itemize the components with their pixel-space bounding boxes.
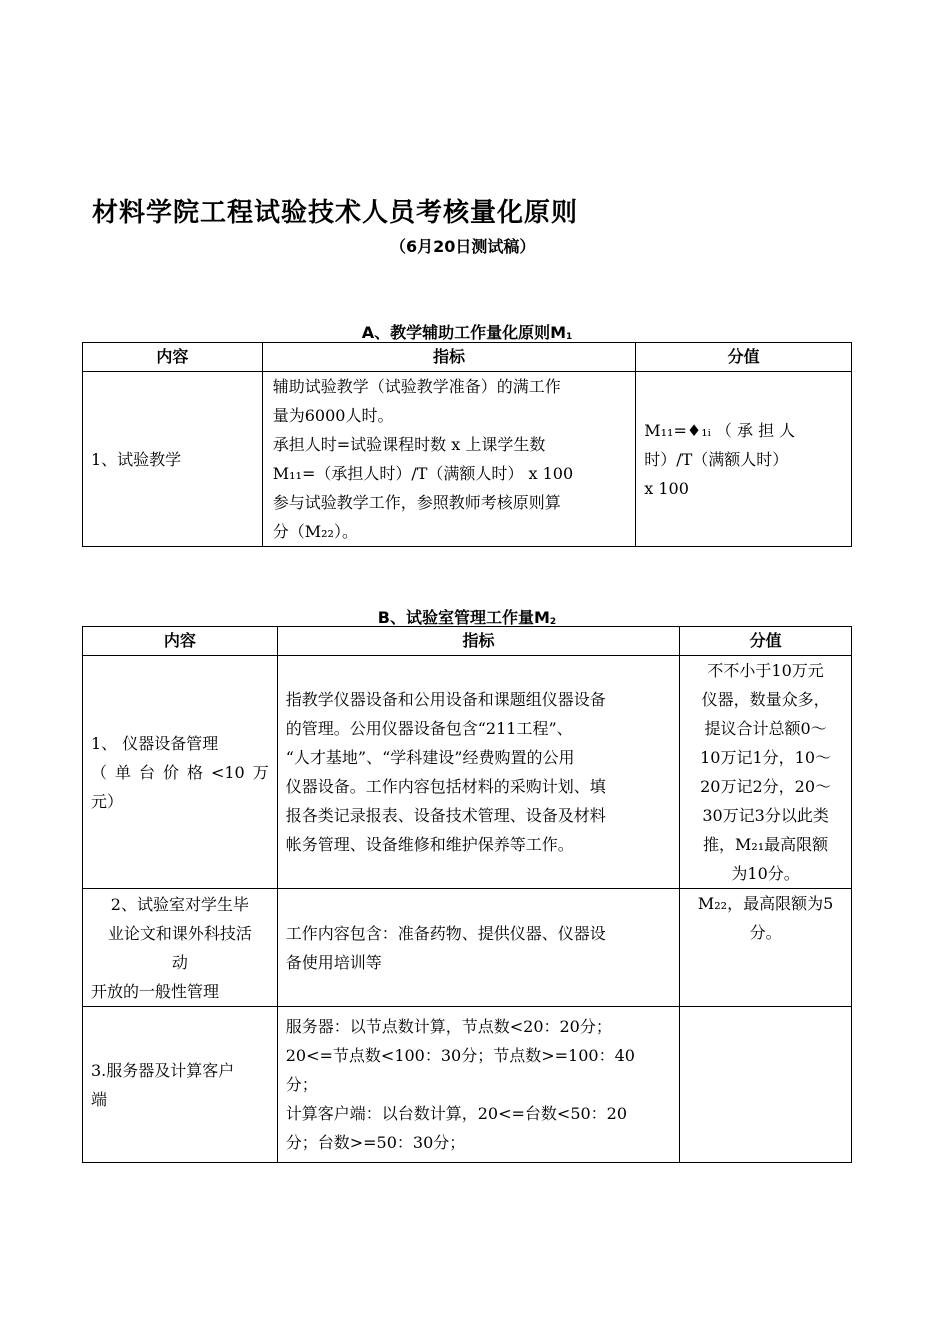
section-a-caption-sub: 1 (566, 332, 573, 342)
section-a-caption-text: A、教学辅助工作量化原则M (361, 323, 567, 342)
text-line: 10万记1分，10～ (700, 748, 832, 767)
cell-content: 1、试验教学 (83, 372, 263, 547)
text-line: 开放的一般性管理 (91, 981, 220, 1001)
text-line: 量为6000人时。 (272, 406, 394, 425)
text-line: 分； (285, 1075, 318, 1094)
text-line: 报各类记录报表、设备技术管理、设备及材料 (285, 806, 606, 825)
text-line: 分（M₂₂）。 (272, 522, 358, 541)
document-title: 材料学院工程试验技术人员考核量化原则 (92, 198, 579, 228)
text-line: 分；台数>=50：30分； (285, 1133, 466, 1152)
text-line: 3.服务器及计算客户 (91, 1060, 235, 1080)
table-row (83, 656, 852, 889)
cell-score (680, 656, 852, 889)
text-line: 30万记3分以此类 (702, 806, 829, 825)
cell-index (277, 656, 679, 889)
header-score: 分值 (680, 627, 852, 656)
cell-score (680, 889, 852, 1007)
cell-content (83, 656, 278, 889)
cell-index (277, 1007, 679, 1163)
text-line: 不不小于10万元 (707, 661, 824, 680)
cell-score-empty (680, 1007, 852, 1163)
table-row (83, 889, 852, 1007)
text-line: 提议合计总额0～ (704, 719, 827, 738)
text-line: 推，M₂₁最高限额 (702, 835, 829, 854)
text-line: 仪器，数量众多， (701, 690, 830, 709)
text-line: 服务器：以节点数计算，节点数<20：20分； (285, 1017, 612, 1036)
text-line: 参与试验教学工作，参照教师考核原则算 (272, 493, 561, 512)
text-line: M₁₁=（承担人时）/T（满额人时） x 100 (272, 464, 574, 483)
table-row (83, 372, 852, 547)
text-line: 分。 (749, 923, 782, 942)
text-line: “人才基地”、“学科建设”经费购置的公用 (285, 748, 575, 767)
text-line: 业论文和课外科技活 (107, 923, 252, 943)
text-line: x 100 (644, 478, 689, 498)
text-line: 承担人时=试验课程时数 x 上课学生数 (272, 435, 546, 454)
text-line: 帐务管理、设备维修和维护保养等工作。 (285, 835, 574, 854)
header-content: 内容 (83, 343, 263, 372)
text-line: M₂₂，最高限额为5 (697, 894, 834, 913)
cell-index (262, 372, 635, 547)
cell-content (83, 889, 278, 1007)
text-line: 为10分。 (731, 864, 800, 883)
section-b-table (82, 626, 852, 1163)
text-line: 的管理。公用仪器设备包含“211工程”、 (285, 719, 573, 738)
text-line: 2、试验室对学生毕 (110, 894, 249, 914)
header-content: 内容 (83, 627, 278, 656)
cell-content (83, 1007, 278, 1163)
text-line: 备使用培训等 (285, 952, 382, 972)
text-line: 元） (91, 791, 124, 811)
text-line: 1、 仪器设备管理 (91, 733, 219, 753)
cell-score (636, 372, 852, 547)
text-line: 20万记2分，20～ (700, 777, 832, 796)
section-a-table (82, 342, 852, 547)
text-line: 计算客户端：以台数计算，20<=台数<50：20 (285, 1104, 628, 1123)
table-row (83, 1007, 852, 1163)
text-line: 辅助试验教学（试验教学准备）的满工作 (272, 377, 561, 396)
text-line: 指教学仪器设备和公用设备和课题组仪器设备 (285, 690, 606, 709)
text-line: 动 (171, 952, 188, 972)
cell-index (277, 889, 679, 1007)
text-line: 20<=节点数<100：30分；节点数>=100：40 (285, 1046, 635, 1065)
header-index: 指标 (262, 343, 635, 372)
header-index: 指标 (277, 627, 679, 656)
text-line: （单台价格<10万 (91, 762, 269, 782)
text-line: 时）/T（满额人时） (644, 449, 789, 469)
section-a-caption (82, 320, 852, 343)
section-b-caption (82, 605, 852, 628)
section-b-caption-sub: 2 (549, 617, 557, 627)
text-line: 端 (91, 1089, 108, 1109)
text-line: 仪器设备。工作内容包括材料的采购计划、填 (285, 777, 606, 796)
text-line: 工作内容包含：准备药物、提供仪器、仪器设 (285, 923, 606, 943)
section-b-caption-text: B、试验室管理工作量M (377, 608, 550, 627)
header-score: 分值 (636, 343, 852, 372)
table-header-row (83, 343, 852, 372)
document-subtitle: （6月20日测试稿） (390, 237, 536, 256)
table-header-row (83, 627, 852, 656)
text-line: M₁₁=♦₁ᵢ （ 承 担 人 (644, 420, 796, 440)
